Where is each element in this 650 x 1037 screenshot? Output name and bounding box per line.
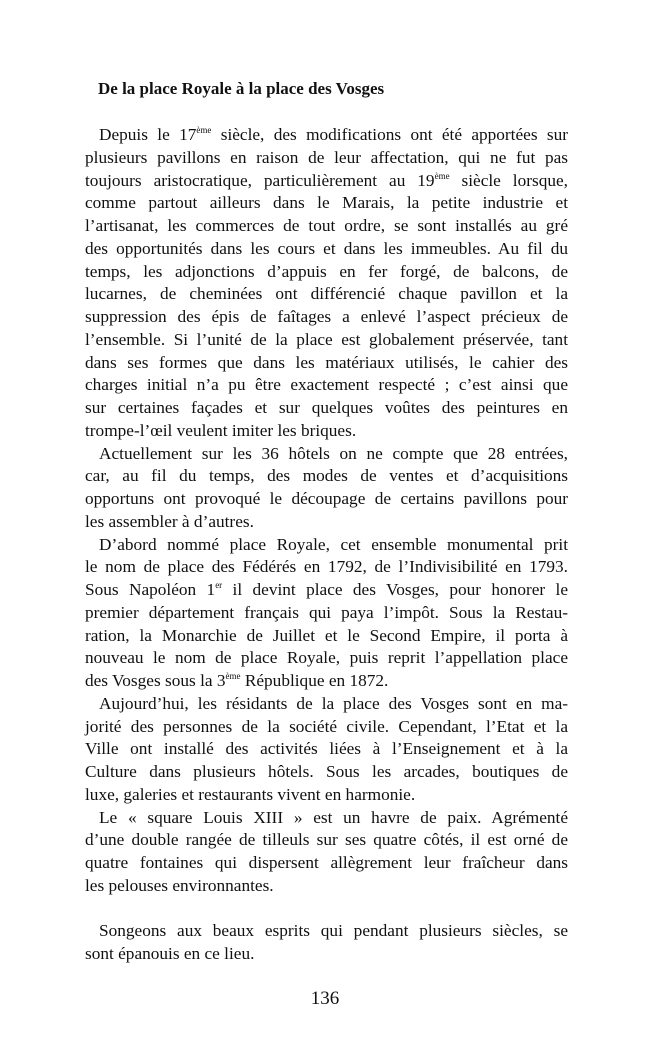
text-segment: nouveau le nom de place Royale, puis reprit l’appellation place [85, 648, 568, 668]
text-line [85, 238, 568, 261]
text-segment: l’artisanat, les commerces de tout ordre, se sont installés au gré [85, 216, 568, 235]
paragraph-spacer [85, 898, 568, 921]
text-segment: l’ensemble. Si l’unité de la place est globalement préservée, tant [85, 329, 568, 349]
text-line [85, 738, 568, 761]
text-segment: siècle lorsque, [449, 170, 568, 190]
text-segment: jorité des personnes de la société civile. Cependant, l’Etat et la [85, 716, 568, 736]
page-number: 136 [310, 988, 340, 1009]
text-segment: le nom de place des Fédérés en 1792, de l’Indivisibilité en 1793. [85, 557, 568, 577]
text-segment: Actuellement sur les 36 hôtels on ne compte que 28 entrées, [99, 443, 568, 463]
text-line [85, 329, 568, 352]
text-segment: quatre fontaines qui dispersent allègrement leur fraîcheur dans [85, 853, 568, 872]
text-segment: plusieurs pavillons en raison de leur affectation, qui ne fut pas [85, 147, 568, 167]
text-segment: des Vosges sous la 3 [85, 671, 226, 690]
text-segment: toujours aristocratique, particulièrement au 19 [85, 170, 435, 190]
text-segment: suppression des épis de faîtages a enlevé l’aspect précieux de [85, 307, 568, 326]
text-line [85, 829, 568, 852]
text-segment: ration, la Monarchie de Juillet et le Second Empire, il porta à [85, 625, 568, 645]
text-segment: sur certaines façades et sur quelques voûtes des peintures en [85, 398, 568, 417]
text-segment: Aujourd’hui, les résidants de la place des Vosges sont en ma- [99, 693, 568, 713]
text-segment: Sous Napoléon 1 [85, 580, 216, 599]
text-line [85, 397, 568, 420]
text-line [85, 693, 568, 716]
text-segment: siècle, des modifications ont été apportées sur [211, 125, 569, 144]
text-line [85, 852, 568, 875]
text-segment: République en 1872. [240, 671, 389, 690]
text-segment: Depuis le 17 [99, 125, 197, 144]
paragraph [85, 693, 568, 807]
superscript: ème [434, 170, 450, 181]
superscript: ème [225, 671, 241, 681]
text-segment: D’abord nommé place Royale, cet ensemble monumental prit [99, 534, 568, 554]
text-line [85, 465, 568, 488]
text-segment: dans ses formes que dans les matériaux utilisés, le cahier des [85, 352, 568, 372]
text-line [85, 556, 568, 579]
paragraph [85, 807, 568, 898]
text-segment: les assembler à d’autres. [85, 511, 254, 531]
text-line [85, 124, 568, 147]
text-line [85, 420, 568, 443]
text-segment: d’une double rangée de tilleuls sur ses quatre côtés, il est orné de [85, 830, 568, 850]
text-segment: luxe, galeries et restaurants vivent en harmonie. [85, 784, 416, 804]
text-segment: il devint place des Vosges, pour honorer le [222, 580, 568, 599]
text-segment: opportuns ont provoqué le découpage de certains pavillons pour [85, 489, 568, 508]
text-line [85, 920, 568, 943]
body-text [85, 124, 568, 966]
text-line [85, 192, 568, 215]
text-line [85, 170, 568, 193]
paragraph [85, 443, 568, 534]
text-segment: des opportunités dans les cours et dans les immeubles. Au fil du [85, 238, 568, 258]
text-segment: comme partout ailleurs dans le Marais, la petite industrie et [85, 193, 568, 213]
text-segment: charges initial n’a pu être exactement respecté ; c’est ainsi que [85, 375, 568, 395]
text-line [85, 602, 568, 625]
text-segment: trompe-l’œil veulent imiter les briques. [85, 420, 357, 440]
text-segment: lucarnes, de cheminées ont différencié chaque pavillon et la [85, 284, 568, 304]
text-line [85, 784, 568, 807]
text-line [85, 647, 568, 670]
text-line [85, 716, 568, 739]
paragraph [85, 920, 568, 966]
text-line [85, 306, 568, 329]
text-segment: Ville ont installé des activités liées à l’Enseignement et à la [85, 739, 568, 759]
text-line [85, 283, 568, 306]
text-line [85, 352, 568, 375]
text-line [85, 374, 568, 397]
text-line [85, 943, 568, 966]
text-segment: sont épanouis en ce lieu. [85, 944, 255, 963]
superscript: ème [196, 125, 212, 135]
text-line [85, 761, 568, 784]
text-segment: premier département français qui paya l’impôt. Sous la Restau- [85, 602, 568, 622]
text-line [85, 534, 568, 557]
superscript: er [215, 580, 223, 590]
text-line [85, 215, 568, 238]
text-line [85, 670, 568, 693]
text-line [85, 579, 568, 602]
text-line [85, 443, 568, 466]
text-segment: temps, les adjonctions d’appuis en fer forgé, de balcons, de [85, 261, 568, 281]
text-line [85, 511, 568, 534]
text-segment: les pelouses environnantes. [85, 875, 274, 895]
text-segment: car, au fil du temps, des modes de ventes et d’acquisitions [85, 466, 568, 486]
text-line [85, 875, 568, 898]
paragraph [85, 124, 568, 443]
text-line [85, 488, 568, 511]
section-heading: De la place Royale à la place des Vosges [98, 79, 385, 98]
text-line [85, 625, 568, 648]
text-line [85, 807, 568, 830]
text-segment: Culture dans plusieurs hôtels. Sous les arcades, boutiques de [85, 762, 568, 781]
paragraph [85, 534, 568, 693]
text-segment: Le « square Louis XIII » est un havre de paix. Agrémenté [99, 807, 568, 827]
text-line [85, 261, 568, 284]
text-segment: Songeons aux beaux esprits qui pendant plusieurs siècles, se [99, 921, 568, 941]
text-line [85, 147, 568, 170]
